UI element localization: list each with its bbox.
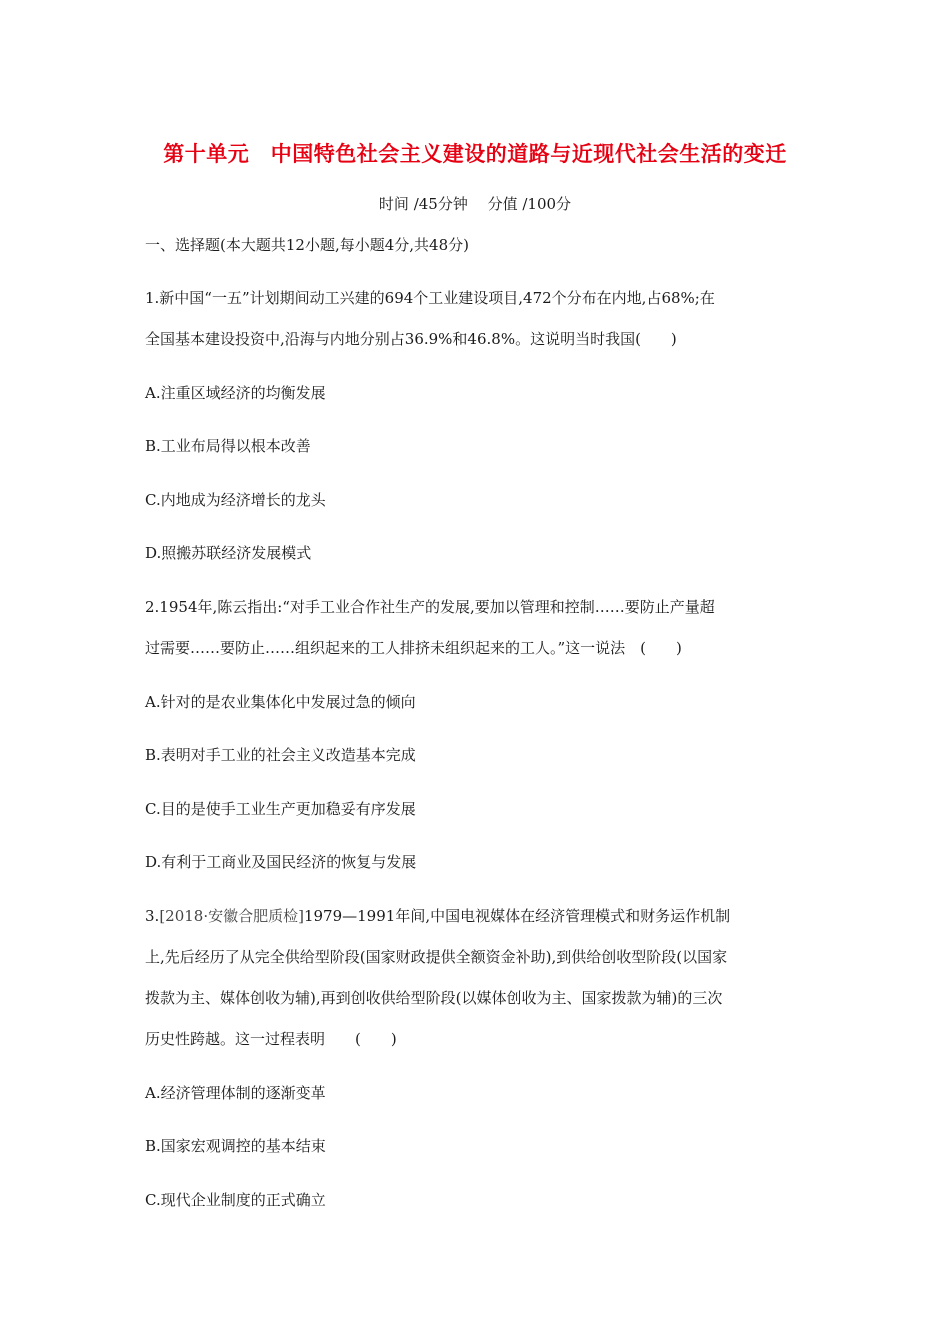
option-c: C.现代企业制度的正式确立: [145, 1191, 326, 1209]
question-stem-text: 1979—1991年间,中国电视媒体在经济管理模式和财务运作机制: [303, 907, 731, 925]
question-stem-line: 全国基本建设投资中,沿海与内地分别占36.9%和46.8%。这说明当时我国( ): [145, 330, 677, 348]
question-stem-line: 1.新中国“一五”计划期间动工兴建的694个工业建设项目,472个分布在内地,占68%;在: [145, 289, 715, 307]
option-d: D.照搬苏联经济发展模式: [145, 544, 312, 562]
question-stem-line: 2.1954年,陈云指出:“对手工业合作社生产的发展,要加以管理和控制……要防止产量超: [145, 598, 715, 616]
question-stem-line: 过需要……要防止……组织起来的工人排挤未组织起来的工人。”这一说法 ( ): [145, 639, 682, 657]
option-c: C.内地成为经济增长的龙头: [145, 491, 326, 509]
question-stem-line: [145, 905, 815, 927]
question-stem-line: 拨款为主、媒体创收为辅),再到创收供给型阶段(以媒体创收为主、国家拨款为辅)的三次: [145, 989, 723, 1007]
option-a: A.经济管理体制的逐渐变革: [145, 1084, 326, 1102]
option-b: B.工业布局得以根本改善: [145, 437, 311, 455]
option-d: D.有利于工商业及国民经济的恢复与发展: [145, 853, 417, 871]
option-c: C.目的是使手工业生产更加稳妥有序发展: [145, 800, 416, 818]
option-a: A.注重区域经济的均衡发展: [145, 384, 326, 402]
option-b: B.表明对手工业的社会主义改造基本完成: [145, 746, 416, 764]
question-stem-line: 历史性跨越。这一过程表明 ( ): [145, 1030, 397, 1048]
option-b: B.国家宏观调控的基本结束: [145, 1137, 326, 1155]
option-a: A.针对的是农业集体化中发展过急的倾向: [145, 693, 416, 711]
question-stem-line: 上,先后经历了从完全供给型阶段(国家财政提供全额资金补助),到供给创收型阶段(以国家: [145, 948, 728, 966]
page-subtitle: 时间 /45分钟 分值 /100分: [378, 195, 572, 213]
question-number: 3.: [145, 907, 160, 925]
page-title: 第十单元 中国特色社会主义建设的道路与近现代社会生活的变迁: [163, 142, 787, 166]
section-heading: 一、选择题(本大题共12小题,每小题4分,共48分): [145, 236, 469, 254]
source-tag: [2018·安徽合肥质检]: [159, 907, 304, 925]
